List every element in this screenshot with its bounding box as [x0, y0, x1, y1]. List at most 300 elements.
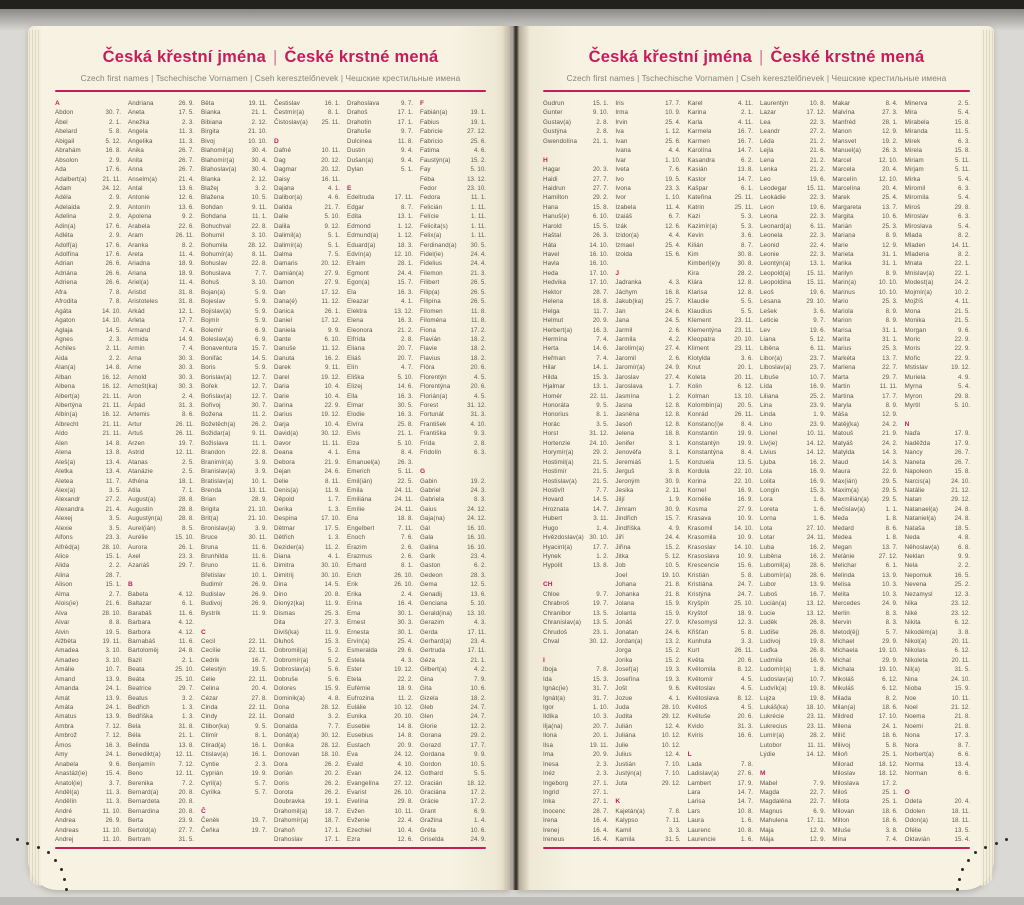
- name-day-row: [347, 429, 413, 438]
- given-name: Noema: [904, 713, 926, 721]
- given-name: Břetislav: [201, 571, 226, 579]
- given-name: Ivar: [615, 156, 627, 164]
- given-name: Kateřina: [687, 194, 712, 202]
- name-day-row: [55, 222, 121, 231]
- name-day-date: 30. 3.: [397, 619, 413, 627]
- name-day-row: [201, 722, 267, 731]
- name-day-row: [543, 137, 608, 146]
- name-day-row: [128, 410, 194, 419]
- name-day-date: 4. 6.: [327, 194, 340, 202]
- name-day-row: [615, 241, 680, 250]
- name-day-row: [832, 363, 897, 372]
- given-name: Beáta: [128, 675, 145, 683]
- name-day-date: 23. 3.: [665, 184, 681, 192]
- name-day-date: 6. 6.: [957, 751, 970, 759]
- name-day-row: [760, 222, 825, 231]
- given-name: Forest: [420, 402, 439, 409]
- name-day-date: 6. 2.: [740, 156, 753, 164]
- name-day-row: [274, 731, 340, 740]
- name-day-row: [688, 137, 753, 146]
- name-day-date: 24. 7.: [470, 704, 486, 711]
- name-day-row: [55, 561, 121, 570]
- name-day-date: 9. 4.: [400, 147, 413, 155]
- name-day-row: [201, 826, 267, 835]
- name-day-row: [347, 316, 413, 325]
- given-name: Dezider(a): [274, 543, 304, 551]
- name-day-date: 29. 5.: [882, 496, 898, 504]
- name-day-date: 2. 3.: [181, 118, 194, 126]
- given-name: Erazim: [347, 543, 367, 551]
- name-day-row: [543, 826, 608, 835]
- given-name: Axel: [128, 553, 141, 560]
- given-name: Baltazar: [128, 600, 152, 608]
- given-name: Izidor(a): [615, 232, 639, 240]
- given-name: Maxmilián(a): [832, 496, 869, 504]
- name-day-date: 7. 8.: [596, 666, 609, 674]
- given-name: Marcela: [832, 166, 856, 174]
- name-day-date: 21. 12.: [951, 704, 970, 711]
- given-name: Kornel: [687, 486, 707, 494]
- given-name: Anna: [128, 166, 143, 174]
- name-day-row: [201, 788, 267, 797]
- name-day-row: [420, 628, 486, 637]
- given-name: Jasoň: [615, 420, 633, 428]
- given-name: Hynek: [543, 553, 562, 560]
- given-name: Aldo: [55, 430, 68, 438]
- name-column: [274, 99, 340, 844]
- name-day-date: 9. 4.: [400, 156, 413, 164]
- name-day-row: [688, 344, 753, 353]
- given-name: Luďka: [760, 647, 778, 655]
- given-name: Bohumil: [201, 232, 225, 240]
- name-day-date: 25. 11.: [734, 194, 753, 202]
- name-day-row: [905, 524, 970, 533]
- name-day-date: 12. 9.: [809, 836, 826, 844]
- given-name: Flavius: [420, 354, 441, 362]
- name-day-row: [688, 684, 753, 693]
- name-day-date: 15. 8.: [954, 118, 970, 126]
- given-name: Arzen: [128, 439, 145, 447]
- name-day-date: 23. 1.: [592, 628, 609, 636]
- name-day-row: [347, 212, 413, 221]
- given-name: Leon: [760, 203, 775, 211]
- name-day-date: 13. 9.: [105, 694, 121, 702]
- given-name: Debora: [274, 458, 295, 466]
- name-day-date: 3. 8.: [957, 628, 970, 636]
- given-name: Eufémie: [347, 685, 371, 693]
- name-day-date: 18. 6.: [882, 732, 898, 740]
- given-name: Konstantin: [687, 430, 718, 438]
- name-day-date: 30. 10.: [321, 571, 340, 579]
- given-name: Miranda: [904, 128, 928, 136]
- name-day-date: 10. 4.: [324, 420, 340, 428]
- corner-dot: [37, 846, 40, 849]
- section-letter: G: [420, 468, 426, 476]
- name-day-date: 2. 2.: [108, 354, 121, 362]
- name-day-row: [128, 599, 194, 608]
- name-day-row: [905, 580, 970, 589]
- given-name: Hypolit: [543, 562, 563, 570]
- name-day-row: [832, 703, 897, 712]
- given-name: Florián(a): [420, 392, 448, 400]
- name-day-date: 1. 12.: [397, 232, 413, 240]
- name-day-date: 18. 11.: [951, 817, 970, 825]
- given-name: Mstislav: [904, 364, 928, 372]
- name-day-date: 8. 12.: [737, 666, 753, 674]
- name-day-date: 6. 10.: [324, 335, 340, 343]
- name-column: [55, 99, 121, 844]
- given-name: Danica: [274, 307, 294, 315]
- name-day-date: 14. 5.: [592, 496, 609, 504]
- name-day-date: 20. 8.: [324, 590, 340, 598]
- name-day-date: 19. 11.: [248, 100, 267, 107]
- given-name: Berta: [128, 817, 144, 825]
- name-day-date: 1. 2.: [668, 392, 681, 400]
- name-day-date: 2. 12.: [251, 118, 267, 126]
- name-day-date: 10. 9.: [737, 534, 753, 542]
- name-day-date: 26. 2.: [324, 760, 340, 768]
- given-name: Odolen: [904, 807, 926, 815]
- given-name: Filemon: [420, 269, 443, 277]
- name-day-date: 8. 5.: [181, 524, 194, 532]
- name-day-row: [201, 524, 267, 533]
- name-day-date: 6. 12.: [882, 675, 898, 683]
- name-day-row: [543, 458, 608, 467]
- given-name: Korina: [687, 477, 707, 485]
- name-day-date: 16. 3.: [397, 392, 413, 400]
- name-day-date: 16. 7.: [737, 128, 753, 136]
- section-letter: O: [904, 788, 910, 796]
- name-day-date: 10. 5.: [470, 760, 486, 768]
- page-title: [543, 48, 970, 67]
- name-day-date: 11. 9.: [251, 609, 267, 617]
- name-day-date: 24. 12.: [394, 770, 413, 778]
- given-name: Dante: [274, 335, 292, 343]
- given-name: Ignát(a): [543, 694, 566, 702]
- given-name: Bruce: [201, 534, 218, 542]
- name-day-row: [420, 684, 486, 693]
- name-day-date: 12. 7.: [251, 373, 267, 381]
- name-day-date: 1. 7.: [327, 496, 340, 504]
- given-name: Athéna: [128, 477, 149, 485]
- name-day-row: [55, 146, 121, 155]
- name-day-date: 13. 5.: [954, 826, 970, 834]
- page-title-slovak: České krstné mená: [284, 48, 439, 66]
- name-day-row: [543, 259, 608, 268]
- name-day-date: 1. 3.: [181, 704, 194, 711]
- given-name: Harold: [543, 222, 562, 230]
- given-name: Krasomil: [687, 524, 713, 532]
- given-name: Ervín(a): [347, 637, 370, 645]
- name-day-row: [274, 741, 340, 750]
- name-day-row: [688, 193, 753, 202]
- name-day-row: [274, 467, 340, 476]
- given-name: Eva: [347, 751, 358, 759]
- given-name: Gabriel: [420, 486, 441, 494]
- name-day-row: [543, 448, 608, 457]
- name-day-date: 4. 3.: [400, 656, 413, 664]
- name-day-row: [201, 769, 267, 778]
- name-day-row: [905, 316, 970, 325]
- name-day-date: 30. 5.: [470, 241, 486, 249]
- given-name: Dulcinea: [347, 137, 372, 145]
- name-day-date: 10. 10.: [878, 279, 898, 287]
- name-day-date: 30. 10.: [589, 534, 609, 542]
- name-day-date: 25. 11.: [734, 203, 753, 211]
- given-name: Dobruše: [274, 675, 299, 683]
- name-day-date: 21. 2.: [809, 156, 826, 164]
- given-name: Kamil: [615, 826, 632, 834]
- name-day-date: 30. 11.: [248, 534, 267, 542]
- name-day-row: [615, 373, 680, 382]
- given-name: Flavián: [420, 335, 441, 343]
- name-day-row: [347, 382, 413, 391]
- name-day-row: [543, 741, 608, 750]
- given-name: Marcelína: [832, 184, 861, 192]
- given-name: Ivona: [615, 184, 631, 192]
- given-name: Noemi: [904, 722, 924, 730]
- name-day-row: [201, 410, 267, 419]
- name-day-date: 10. 5.: [665, 562, 681, 570]
- name-day-date: 31. 8.: [178, 722, 194, 730]
- given-name: Erhard: [347, 562, 367, 570]
- name-day-date: 17. 2.: [470, 326, 486, 334]
- name-day-date: 6. 11.: [810, 345, 826, 353]
- name-day-date: 12. 11.: [175, 770, 194, 778]
- given-name: Mildred: [832, 713, 854, 721]
- given-name: Melita: [832, 590, 850, 598]
- given-name: Ambrož: [55, 732, 77, 740]
- spacer-row: [543, 571, 608, 580]
- name-day-date: 21. 9.: [882, 430, 898, 438]
- name-day-date: 16. 9.: [809, 477, 826, 485]
- name-day-date: 11. 12.: [321, 298, 340, 306]
- name-day-date: 13. 5.: [737, 458, 753, 466]
- name-day-date: 9. 7.: [596, 590, 609, 598]
- name-day-date: 14. 11.: [951, 241, 970, 249]
- name-day-date: 28. 7.: [592, 288, 609, 296]
- name-day-row: [420, 156, 486, 165]
- name-day-row: [347, 288, 413, 297]
- name-day-date: 13. 4.: [105, 458, 121, 466]
- given-name: Andreas: [55, 826, 79, 834]
- page-title: [55, 48, 486, 67]
- name-day-row: [760, 241, 825, 250]
- name-day-date: 14. 10.: [734, 524, 753, 532]
- name-day-row: [760, 326, 825, 335]
- name-day-date: 11. 8.: [397, 137, 413, 145]
- name-day-date: 26. 7.: [178, 166, 194, 174]
- given-name: Graciána: [420, 788, 446, 796]
- name-day-row: [688, 335, 753, 344]
- name-day-row: [688, 165, 753, 174]
- name-day-date: 10. 9.: [737, 515, 753, 523]
- name-day-date: 16. 10.: [467, 534, 486, 542]
- given-name: Babeta: [128, 590, 149, 598]
- given-name: Gertruda: [420, 647, 446, 655]
- name-day-row: [55, 307, 121, 316]
- name-day-date: 22. 8.: [251, 449, 267, 457]
- given-name: Edita: [347, 213, 362, 221]
- name-day-date: 20. 7.: [397, 354, 413, 362]
- name-day-row: [760, 590, 825, 599]
- given-name: Ernesta: [347, 628, 370, 636]
- name-day-date: 5. 9.: [254, 298, 267, 306]
- section-letter: E: [347, 184, 352, 192]
- given-name: Belinda: [128, 741, 150, 749]
- name-day-row: [905, 665, 970, 674]
- name-day-row: [615, 816, 680, 825]
- given-name: Dluhoš: [274, 637, 294, 645]
- given-name: Gaius: [420, 505, 437, 513]
- given-name: Aristid: [128, 288, 146, 296]
- name-day-row: [615, 175, 680, 184]
- name-day-row: [347, 599, 413, 608]
- name-day-date: 22. 8.: [251, 260, 267, 268]
- name-day-row: [420, 108, 486, 117]
- given-name: Alen: [55, 439, 68, 447]
- name-day-row: [420, 175, 486, 184]
- name-day-row: [128, 533, 194, 542]
- name-day-date: 3. 7.: [108, 779, 121, 787]
- name-day-row: [347, 439, 413, 448]
- name-day-date: 22. 9.: [954, 335, 970, 343]
- name-day-date: 1. 12.: [397, 222, 413, 230]
- name-day-row: [128, 835, 194, 844]
- name-day-row: [347, 552, 413, 561]
- name-day-row: [274, 495, 340, 504]
- given-name: Ingeborg: [543, 779, 569, 787]
- name-day-row: [832, 665, 897, 674]
- name-day-row: [420, 703, 486, 712]
- name-day-row: [615, 222, 680, 231]
- name-day-row: [543, 363, 608, 372]
- name-day-date: 13. 12.: [467, 175, 486, 183]
- name-day-row: [128, 618, 194, 627]
- name-day-row: [274, 288, 340, 297]
- name-day-date: 8. 9.: [885, 402, 898, 409]
- name-day-row: [201, 590, 267, 599]
- given-name: Ambra: [55, 722, 74, 730]
- name-day-row: [543, 326, 608, 335]
- name-day-row: [201, 816, 267, 825]
- given-name: Inocenc: [543, 807, 566, 815]
- name-day-row: [615, 156, 680, 165]
- name-day-row: [832, 646, 897, 655]
- name-day-date: 9. 7.: [813, 317, 826, 325]
- given-name: Adin(a): [55, 222, 76, 230]
- name-day-date: 6. 12.: [882, 685, 898, 693]
- name-day-date: 7. 1.: [181, 486, 194, 494]
- name-day-date: 5. 6.: [327, 666, 340, 674]
- name-day-row: [905, 118, 970, 127]
- name-day-row: [420, 420, 486, 429]
- name-day-row: [55, 580, 121, 589]
- given-name: Daria: [274, 383, 290, 391]
- name-day-row: [55, 599, 121, 608]
- name-day-date: 16. 12.: [102, 373, 121, 381]
- name-day-row: [905, 760, 970, 769]
- given-name: Mečislav(a): [832, 505, 866, 513]
- name-day-date: 23. 12.: [951, 609, 970, 617]
- given-name: Darel: [274, 373, 290, 381]
- name-day-row: [905, 373, 970, 382]
- given-name: Josef(a): [615, 666, 639, 674]
- title-separator: |: [759, 48, 764, 66]
- name-day-date: 6. 3.: [957, 184, 970, 192]
- name-day-row: [128, 363, 194, 372]
- name-day-row: [905, 505, 970, 514]
- given-name: Norma: [904, 760, 924, 768]
- name-day-date: 29. 7.: [178, 562, 194, 570]
- name-day-date: 17. 9.: [954, 430, 970, 438]
- given-name: Jan: [615, 307, 626, 315]
- name-day-date: 20. 8.: [178, 798, 194, 806]
- name-day-date: 11. 10.: [102, 836, 121, 844]
- name-day-row: [760, 618, 825, 627]
- name-day-row: [760, 448, 825, 457]
- name-day-date: 30. 1.: [397, 609, 413, 617]
- given-name: Michala: [832, 666, 855, 674]
- name-day-row: [688, 599, 753, 608]
- name-day-date: 2. 2.: [108, 562, 121, 570]
- name-day-date: 21. 5.: [592, 458, 609, 466]
- name-day-date: 1. 12.: [665, 128, 681, 136]
- name-day-date: 8. 2.: [957, 232, 970, 240]
- given-name: Delie: [274, 477, 289, 485]
- given-name: Gothard: [420, 770, 444, 778]
- name-day-row: [347, 307, 413, 316]
- corner-dot: [54, 859, 57, 862]
- name-day-row: [832, 344, 897, 353]
- name-day-date: 5. 8.: [740, 571, 753, 579]
- name-day-date: 25. 2.: [954, 581, 970, 589]
- name-day-row: [347, 646, 413, 655]
- name-day-date: 27. 9.: [737, 505, 753, 513]
- name-day-date: 1. 10.: [665, 194, 681, 202]
- given-name: Jaromír(a): [615, 364, 645, 372]
- name-day-row: [55, 326, 121, 335]
- given-name: Milota: [832, 798, 850, 806]
- name-day-row: [347, 788, 413, 797]
- name-day-date: 4. 9.: [668, 524, 681, 532]
- name-day-date: 9. 7.: [400, 128, 413, 136]
- name-day-date: 12. 8.: [737, 288, 753, 296]
- given-name: Elvis: [347, 430, 361, 438]
- given-name: Magnus: [760, 807, 783, 815]
- name-day-row: [55, 448, 121, 457]
- given-name: Makar: [832, 100, 851, 107]
- name-day-row: [420, 599, 486, 608]
- given-name: Kira: [687, 269, 700, 277]
- name-day-row: [347, 137, 413, 146]
- name-day-date: 24. 10.: [951, 675, 970, 683]
- name-day-row: [832, 429, 897, 438]
- name-day-row: [128, 156, 194, 165]
- name-day-row: [347, 561, 413, 570]
- given-name: Grácie: [420, 798, 439, 806]
- name-day-date: 1. 7.: [668, 383, 681, 391]
- name-day-date: 15. 8.: [954, 468, 970, 476]
- name-day-date: 12. 8.: [737, 279, 753, 287]
- name-day-date: 3. 8.: [885, 826, 898, 834]
- given-name: Jiljí: [615, 496, 625, 504]
- given-name: Mojmír(a): [904, 288, 933, 296]
- given-name: André: [55, 807, 73, 815]
- name-day-date: 24. 11.: [806, 534, 826, 542]
- name-day-row: [760, 835, 825, 844]
- name-day-date: 13. 2.: [665, 637, 681, 645]
